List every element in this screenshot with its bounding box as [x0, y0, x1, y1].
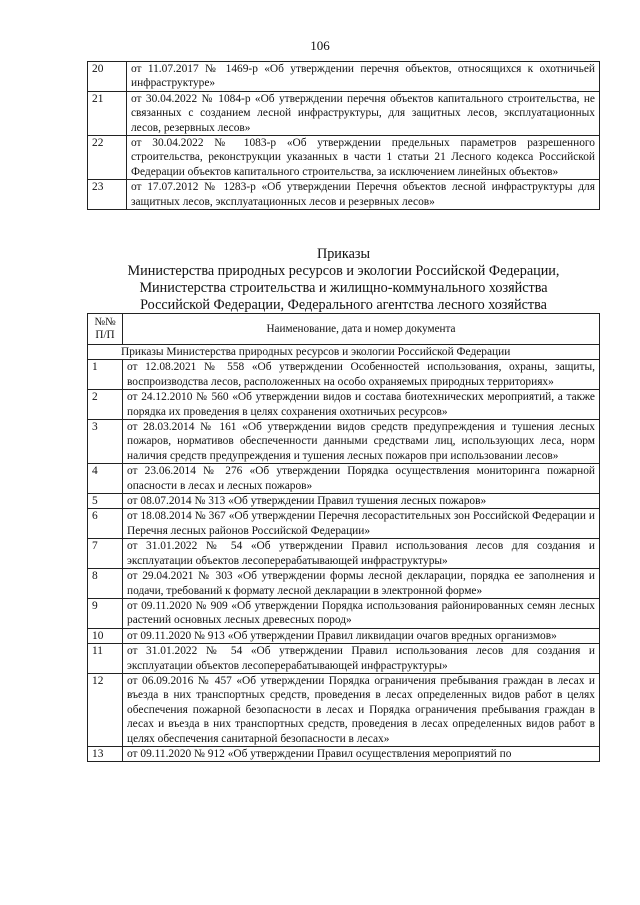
section-title-line-3: Министерства строительства и жилищно-коммунального хозяйства [139, 280, 548, 296]
row-number: 11 [88, 644, 123, 674]
table-row [88, 746, 600, 761]
row-number: 2 [88, 390, 123, 420]
table-header-row [88, 314, 600, 345]
row-number: 21 [88, 91, 127, 135]
table-row [88, 598, 600, 628]
document-description: от 30.04.2022 № 1083-р «Об утверждении предельных параметров разрешенного строительства, реконструкции указанных в части 1 статьи 21 Лесного кодекса Российской Федерации объектов капитального строительства, за исключением линейных объектов» [127, 136, 600, 180]
top-document-table [87, 61, 600, 210]
document-description: от 12.08.2021 № 558 «Об утверждении Особенностей использования, охраны, защиты, воспроизводства лесов, расположенных на особо охраняемых природных территориях» [123, 360, 600, 390]
document-description: от 18.08.2014 № 367 «Об утверждении Перечня лесорастительных зон Российской Федерации и Перечня лесных районов Российской Федерации» [123, 509, 600, 539]
table-row [88, 644, 600, 674]
document-description: от 28.03.2014 № 161 «Об утверждении видов средств предупреждения и тушения лесных пожаров, нормативов обеспеченности данными средствами лиц, использующих леса, норм наличия средств предупреждения и тушения лесных пожаров при использовании лесов» [123, 420, 600, 464]
row-number: 10 [88, 628, 123, 643]
row-number: 13 [88, 746, 123, 761]
table-row [88, 360, 600, 390]
header-number-column [88, 314, 123, 345]
row-number: 9 [88, 598, 123, 628]
section-title-line-2: Министерства природных ресурсов и экологии Российской Федерации, [127, 263, 560, 279]
document-description: от 11.07.2017 № 1469-р «Об утверждении перечня объектов, относящихся к охотничьей инфраструктуре» [127, 62, 600, 92]
document-description: от 24.12.2010 № 560 «Об утверждении видов и состава биотехнических мероприятий, а также порядка их проведения в целях сохранения охотничьих ресурсов» [123, 390, 600, 420]
row-number: 12 [88, 673, 123, 746]
header-name-column: Наименование, дата и номер документа [123, 314, 600, 345]
document-description: от 29.04.2021 № 303 «Об утверждении формы лесной декларации, порядка ее заполнения и подачи, требований к формату лесной декларации в электронной форме» [123, 569, 600, 599]
table-row [88, 390, 600, 420]
row-number: 23 [88, 180, 127, 210]
table-row [88, 494, 600, 509]
page-number: 106 [310, 38, 330, 53]
table-row [88, 180, 600, 210]
document-description: от 31.01.2022 № 54 «Об утверждении Правил использования лесов для создания и эксплуатации объектов лесоперерабатывающей инфраструктуры» [123, 644, 600, 674]
row-number: 20 [88, 62, 127, 92]
row-number: 6 [88, 509, 123, 539]
document-description: от 09.11.2020 № 912 «Об утверждении Правил осуществления мероприятий по [123, 746, 600, 761]
table-row [88, 569, 600, 599]
table-row [88, 420, 600, 464]
group-label: Приказы Министерства природных ресурсов и экологии Российской Федерации [88, 345, 600, 360]
document-description: от 06.09.2016 № 457 «Об утверждении Порядка ограничения пребывания граждан в лесах и въезда в них транспортных средств, проведения в лесах определенных видов работ в целях обеспечения пожарной безопасности в лесах и Порядка ограничения пребывания граждан в лесах и въезда в них транспортных средств, проведения в лесах определенных видов работ в целях обеспечения санитарной безопасности в лесах» [123, 673, 600, 746]
table-row [88, 673, 600, 746]
table-row [88, 509, 600, 539]
document-description: от 09.11.2020 № 909 «Об утверждении Порядка использования районированных семян лесных растений основных лесных древесных пород» [123, 598, 600, 628]
table-row [88, 91, 600, 135]
row-number: 3 [88, 420, 123, 464]
section-title-line-1: Приказы [316, 246, 371, 262]
document-description: от 17.07.2012 № 1283-р «Об утверждении Перечня объектов лесной инфраструктуры для защитных лесов, эксплуатационных лесов и резервных лесов» [127, 180, 600, 210]
table-row [88, 136, 600, 180]
document-description: от 30.04.2022 № 1084-р «Об утверждении перечня объектов капитального строительства, не связанных с созданием лесной инфраструктуры, для защитных лесов, эксплуатационных лесов, резервных лесов» [127, 91, 600, 135]
table-row [88, 539, 600, 569]
group-row [88, 345, 600, 360]
table-row [88, 464, 600, 494]
row-number: 4 [88, 464, 123, 494]
orders-table [87, 313, 600, 762]
table-row [88, 62, 600, 92]
row-number: 5 [88, 494, 123, 509]
header-number-line-1: №№ [94, 316, 116, 328]
row-number: 8 [88, 569, 123, 599]
section-title-line-4: Российской Федерации, Федерального агентства лесного хозяйства [140, 297, 547, 313]
document-description: от 23.06.2014 № 276 «Об утверждении Порядка осуществления мониторинга пожарной опасности в лесах и лесных пожаров» [123, 464, 600, 494]
row-number: 22 [88, 136, 127, 180]
row-number: 1 [88, 360, 123, 390]
document-description: от 09.11.2020 № 913 «Об утверждении Правил ликвидации очагов вредных организмов» [123, 628, 600, 643]
row-number: 7 [88, 539, 123, 569]
table-row [88, 628, 600, 643]
document-description: от 31.01.2022 № 54 «Об утверждении Правил использования лесов для создания и эксплуатации объектов лесоперерабатывающей инфраструктуры» [123, 539, 600, 569]
document-description: от 08.07.2014 № 313 «Об утверждении Правил тушения лесных пожаров» [123, 494, 600, 509]
header-number-line-2: П/П [95, 329, 115, 341]
